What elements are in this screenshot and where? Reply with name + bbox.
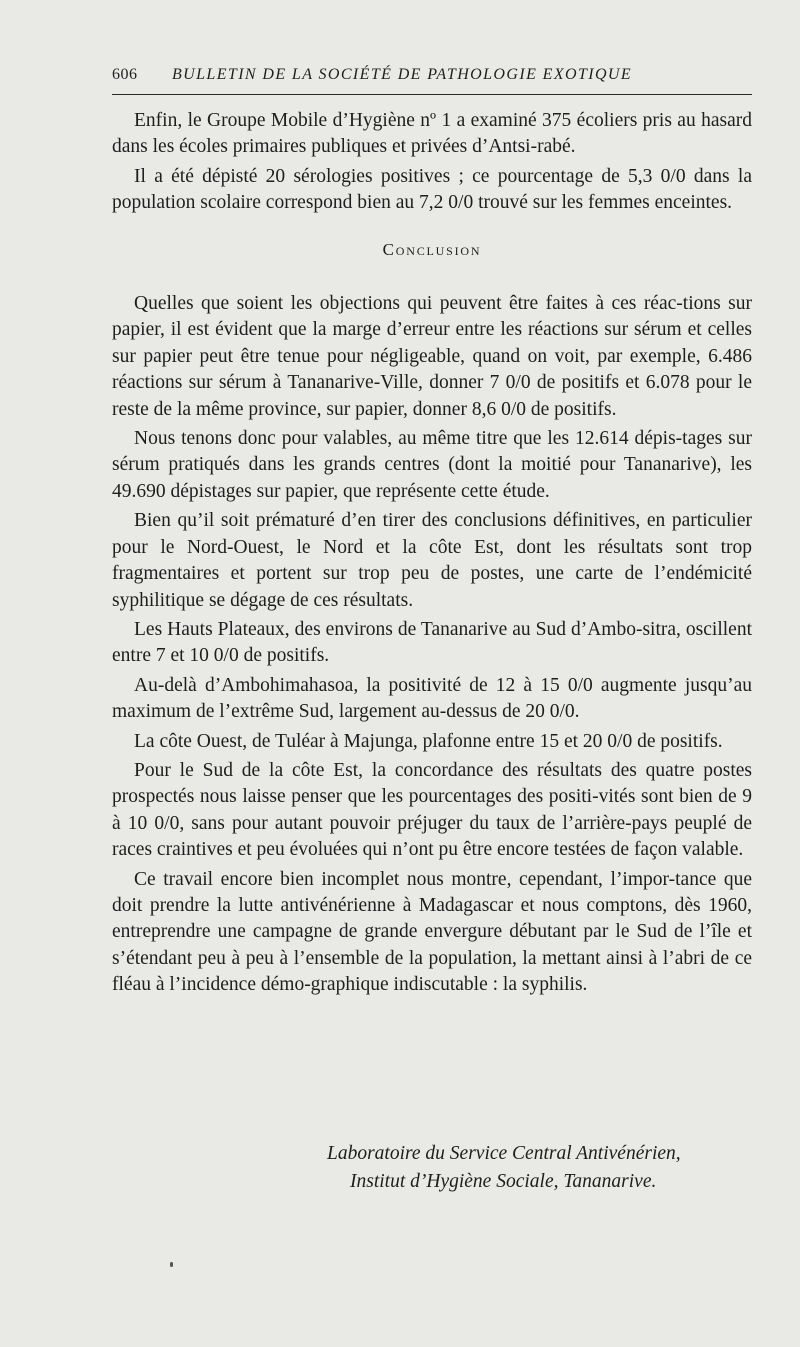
paragraph: Nous tenons donc pour valables, au même titre que les 12.614 dépis-tages sur sérum pratiqués dans les grands centres (dont la moitié pour Tananarive), les 49.690 dépistages sur papier, que représente cette étude. — [112, 428, 752, 502]
paragraph: Il a été dépisté 20 sérologies positives ; ce pourcentage de 5,3 0/0 dans la population scolaire correspond bien au 7,2 0/0 trouvé sur les femmes enceintes. — [112, 165, 752, 214]
article-body — [112, 108, 752, 1002]
paragraph: Bien qu’il soit prématuré d’en tirer des conclusions définitives, en particulier pour le Nord-Ouest, le Nord et la côte Est, dont les résultats sont trop fragmentaires et portent sur trop peu de postes, une carte de l’endémicité syphilitique se dégage de ces résultats. — [112, 510, 752, 611]
journal-title: BULLETIN DE LA SOCIÉTÉ DE PATHOLOGIE EXOTIQUE — [172, 66, 633, 83]
paragraph: Quelles que soient les objections qui peuvent être faites à ces réac-tions sur papier, il est évident que la marge d’erreur entre les réactions sur sérum et celles sur papier peut être tenue pour négligeable, quand on voit, par exemple, 6.486 réactions sur sérum à Tananarive-Ville, donner 7 0/0 de positifs et 6.078 pour le reste de la même province, sur papier, donner 8,6 0/0 de positifs. — [112, 293, 752, 420]
paragraph: Enfin, le Groupe Mobile d’Hygiène nº 1 a examiné 375 écoliers pris au hasard dans les écoles primaires publiques et privées d’Antsi-rabé. — [112, 110, 752, 158]
paragraph: Les Hauts Plateaux, des environs de Tananarive au Sud d’Ambo-sitra, oscillent entre 7 et 10 0/0 de positifs. — [112, 618, 752, 667]
paragraph: La côte Ouest, de Tuléar à Majunga, plafonne entre 15 et 20 0/0 de positifs. — [134, 730, 723, 752]
paragraph: Ce travail encore bien incomplet nous montre, cependant, l’impor-tance que doit prendre la lutte antivénérienne à Madagascar et nous comptons, dès 1960, entreprendre une campagne de grande envergure débutant par le Sud de l’île et s’étendant peu à peu à l’ensemble de la population, la mettant ainsi à l’abri de ce fléau à l’incidence démo-graphique indiscutable : la syphilis. — [112, 868, 752, 996]
section-heading-conclusion: Conclusion — [382, 239, 482, 259]
running-header — [112, 66, 752, 95]
paragraph: Au-delà d’Ambohimahasoa, la positivité de 12 à 15 0/0 augmente jusqu’au maximum de l’extrême Sud, largement au-dessus de 20 0/0. — [112, 674, 752, 723]
page-number: 606 — [112, 66, 138, 83]
author-affiliation — [112, 1140, 752, 1196]
paragraph: Pour le Sud de la côte Est, la concordance des résultats des quatre postes prospectés nous laisse penser que les pourcentages des positi-vités sont bien de 9 à 10 0/0, sans pour autant pouvoir préjuger du taux de l’arrière-pays peuplé de races craintives et peu évoluées qui n’ont pu être encore testées de façon valable. — [112, 759, 752, 861]
affiliation-line-2: Institut d’Hygiène Sociale, Tananarive. — [350, 1171, 657, 1192]
affiliation-line-1: Laboratoire du Service Central Antivénérien, — [327, 1143, 681, 1164]
print-speck — [170, 1262, 173, 1267]
